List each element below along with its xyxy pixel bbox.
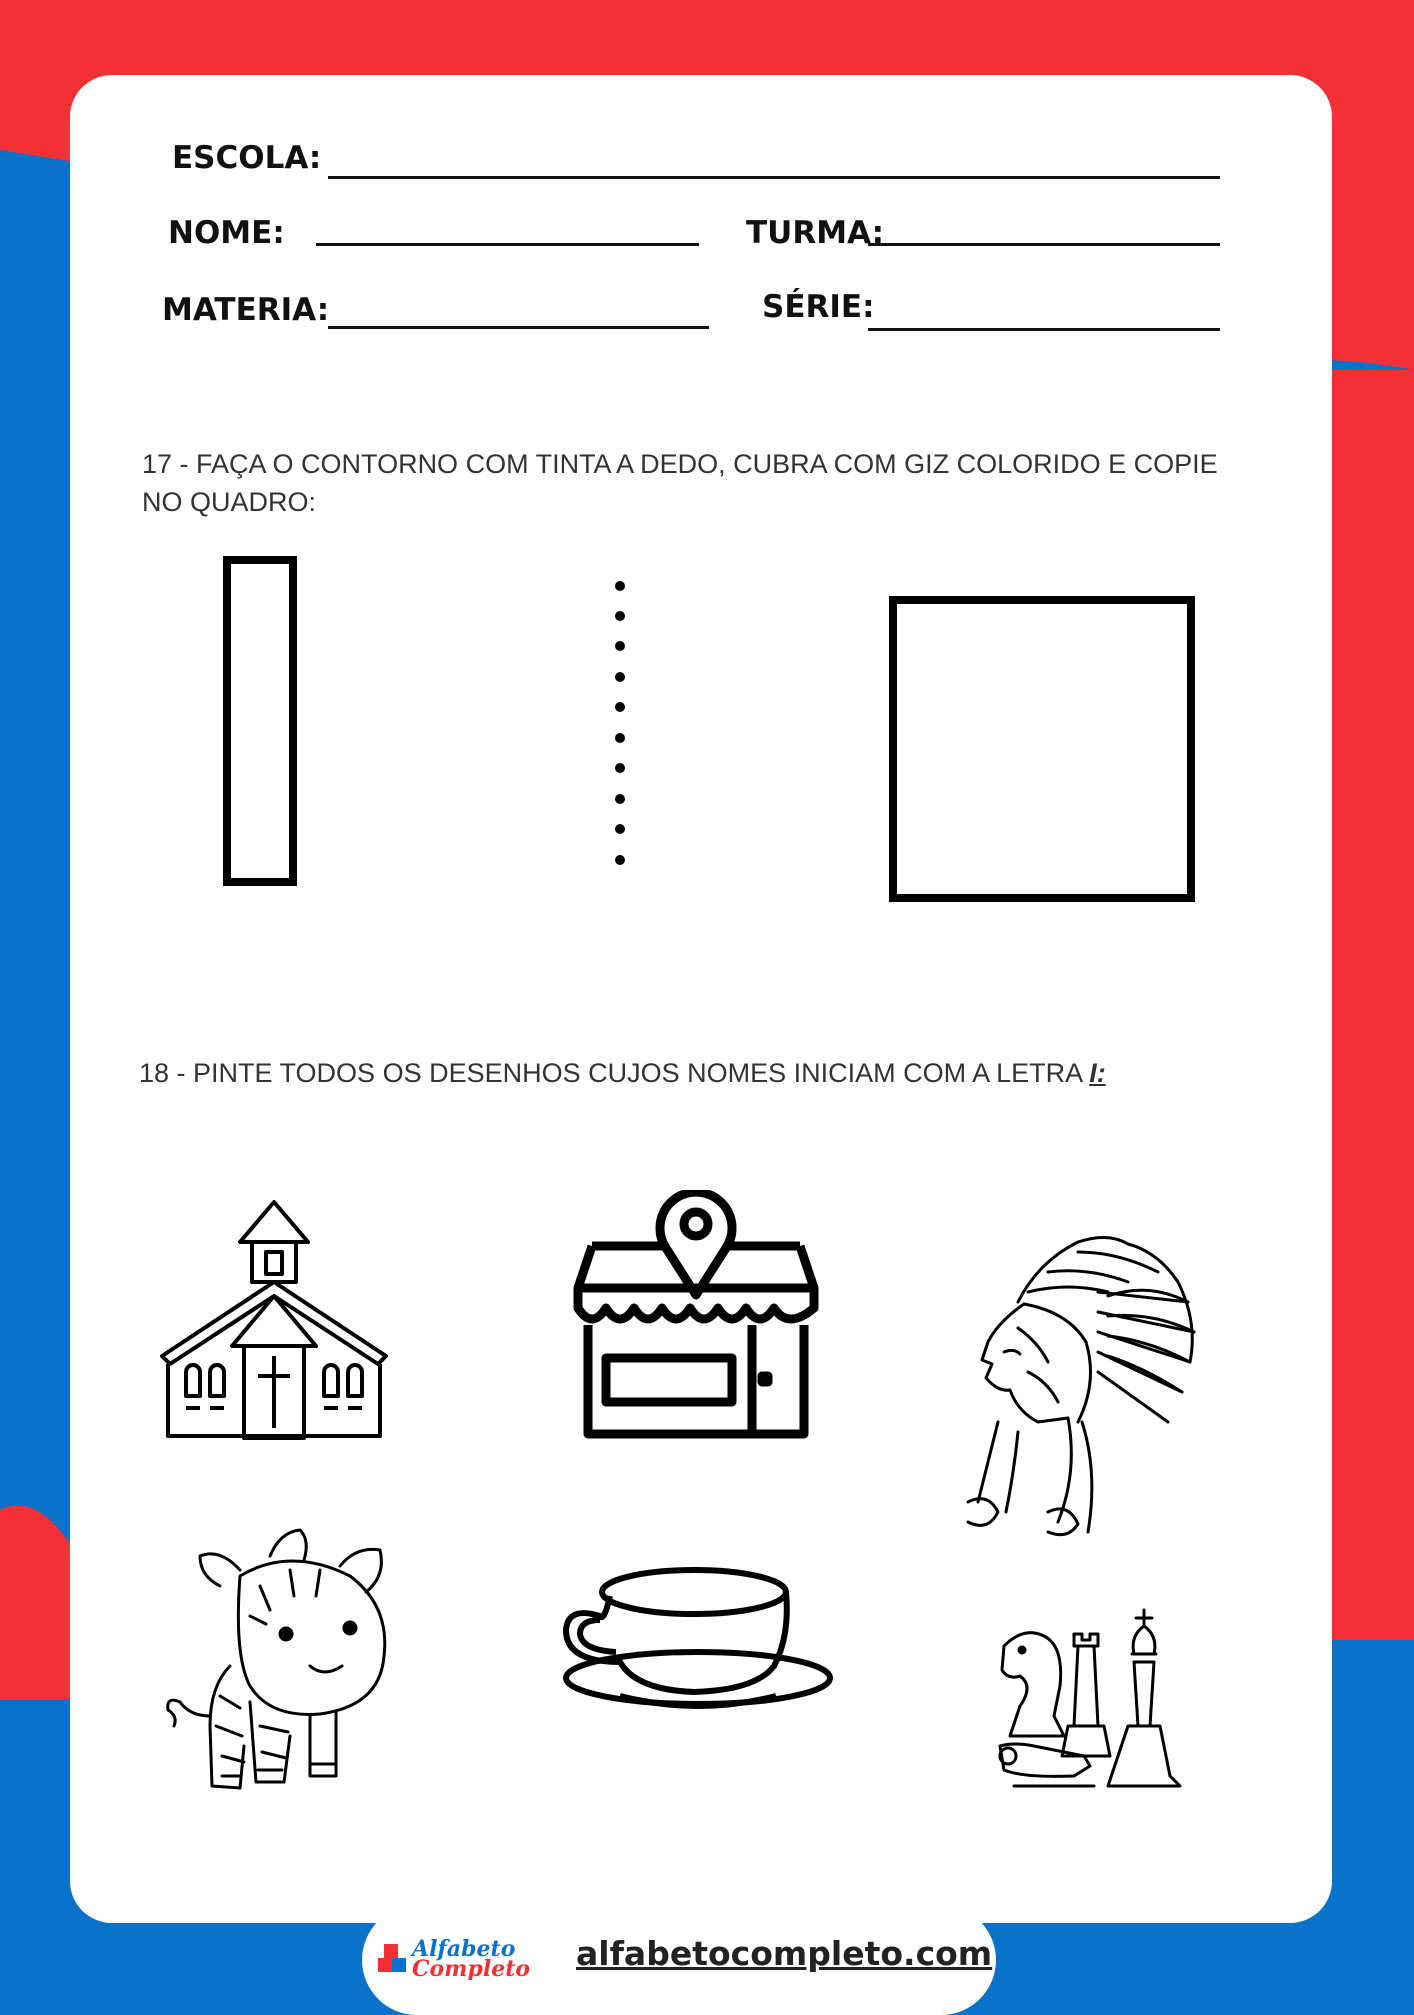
letter-i-dotted-icon	[600, 570, 640, 870]
turma-label: TURMA:	[746, 215, 885, 251]
materia-field[interactable]	[328, 326, 709, 329]
letter-i-outline-icon	[222, 555, 298, 887]
nome-field[interactable]	[316, 243, 699, 246]
escola-label: ESCOLA:	[172, 140, 322, 176]
logo-line2: Completo	[412, 1956, 531, 1980]
turma-field[interactable]	[868, 243, 1220, 246]
chess-pieces-icon[interactable]	[994, 1606, 1194, 1802]
copy-box-icon[interactable]	[888, 595, 1196, 903]
indigenous-chief-icon[interactable]	[958, 1232, 1202, 1542]
serie-field[interactable]	[868, 328, 1220, 331]
serie-label: SÉRIE:	[762, 289, 875, 325]
nome-label: NOME:	[168, 215, 285, 251]
cup-icon[interactable]	[560, 1566, 836, 1732]
logo-line1: Alfabeto	[412, 1936, 516, 1962]
materia-label: MATERIA:	[162, 292, 330, 328]
exercise-18-instruction	[139, 1054, 1239, 1092]
exercise-18-letter: I:	[1089, 1058, 1106, 1088]
escola-field[interactable]	[328, 176, 1220, 179]
store-icon[interactable]	[572, 1190, 820, 1440]
church-icon[interactable]	[160, 1196, 388, 1442]
alfabeto-completo-logo	[378, 1932, 544, 1980]
exercise-17-instruction: 17 - FAÇA O CONTORNO COM TINTA A DEDO, CUBRA COM GIZ COLORIDO E COPIE NO QUADRO:	[142, 449, 1218, 517]
zebra-icon[interactable]	[160, 1526, 428, 1802]
exercise-18-text: 18 - PINTE TODOS OS DESENHOS CUJOS NOMES INICIAM COM A LETRA	[139, 1058, 1090, 1088]
website-link[interactable]: alfabetocompleto.com	[576, 1934, 993, 1973]
